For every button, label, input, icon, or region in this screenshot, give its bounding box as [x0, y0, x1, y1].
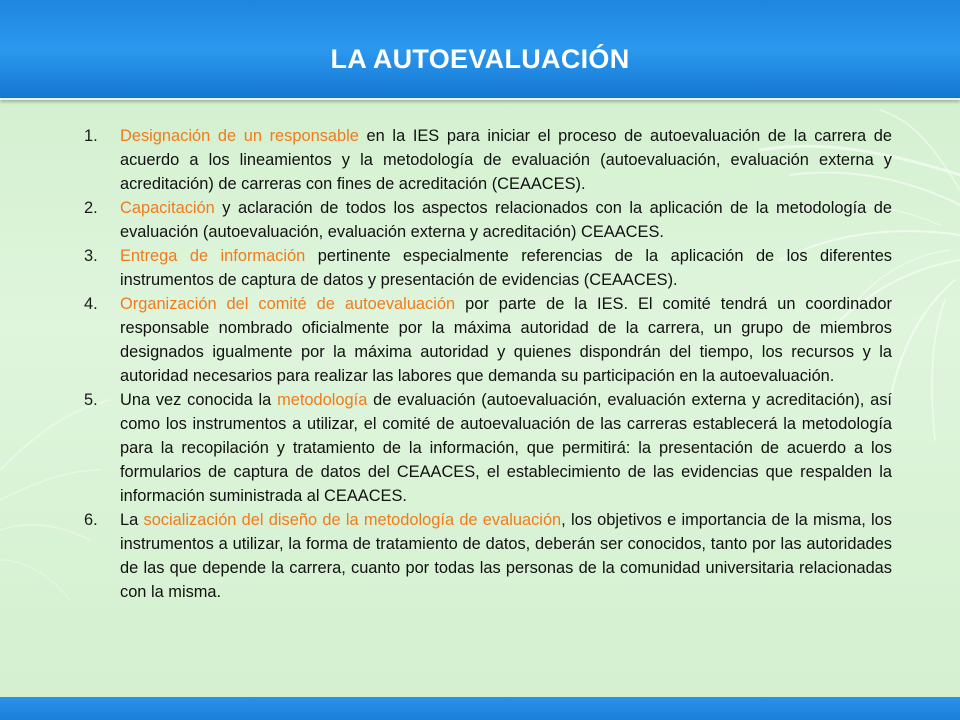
list-item-number: 6. [84, 511, 98, 529]
list-item [84, 292, 892, 388]
list-item-highlight: Entrega de información [120, 247, 306, 265]
list-item-lead-text: Una vez conocida la [120, 391, 278, 409]
list-item-highlight: socialización del diseño de la metodología de evaluación [143, 511, 562, 529]
footer-bar [0, 697, 960, 720]
list-item-text: en la IES para iniciar el proceso de autoevaluación de la carrera de acuerdo a los lineamientos y la metodología de evaluación (autoevaluación, evaluación externa y acreditación) de carreras con fines de acreditación (CEAACES). [120, 127, 892, 193]
numbered-list [84, 124, 892, 604]
list-item-text: y aclaración de todos los aspectos relacionados con la aplicación de la metodología de evaluación (autoevaluación, evaluación externa y acreditación) CEAACES. [120, 199, 892, 241]
list-item-number: 5. [84, 391, 98, 409]
list-item-number: 1. [84, 127, 98, 145]
content-list [84, 124, 892, 604]
list-item-text: pertinente especialmente referencias de la aplicación de los diferentes instrumentos de captura de datos y presentación de evidencias (CEAACES). [120, 247, 892, 289]
list-item-lead-text: La [120, 511, 144, 529]
list-item-highlight: Organización del comité de autoevaluación [120, 295, 456, 313]
list-item [84, 244, 892, 292]
list-item-highlight: Designación de un responsable [120, 127, 359, 145]
list-item-highlight: metodología [277, 391, 368, 409]
list-item-text: , los objetivos e importancia de la misma, los instrumentos a utilizar, la forma de tratamiento de datos, deberán ser conocidos, tanto por las autoridades de las que depende la carrera, cuanto por todas las personas de la comunidad universitaria relacionadas con la misma. [120, 511, 892, 601]
list-item [84, 388, 892, 508]
list-item-number: 4. [84, 295, 98, 313]
list-item [84, 508, 892, 604]
list-item-number: 2. [84, 199, 98, 217]
list-item [84, 196, 892, 244]
list-item-text: de evaluación (autoevaluación, evaluación externa y acreditación), así como los instrumentos a utilizar, el comité de autoevaluación de las carreras establecerá la metodología para la recopilación y tratamiento de la información, que permitirá: la presentación de acuerdo a los formularios de captura de datos del CEAACES, el establecimiento de las evidencias que respalden la información suministrada al CEAACES. [120, 391, 892, 505]
list-item-number: 3. [84, 247, 98, 265]
list-item-text: por parte de la IES. El comité tendrá un coordinador responsable nombrado oficialmente por la máxima autoridad de la carrera, un grupo de miembros designados igualmente por la máxima autoridad y quienes dispondrán del tiempo, los recursos y la autoridad necesarios para realizar las labores que demanda su participación en la autoevaluación. [120, 295, 892, 385]
slide-title: LA AUTOEVALUACIÓN [330, 44, 630, 74]
list-item-highlight: Capacitación [120, 199, 215, 217]
list-item [84, 124, 892, 196]
